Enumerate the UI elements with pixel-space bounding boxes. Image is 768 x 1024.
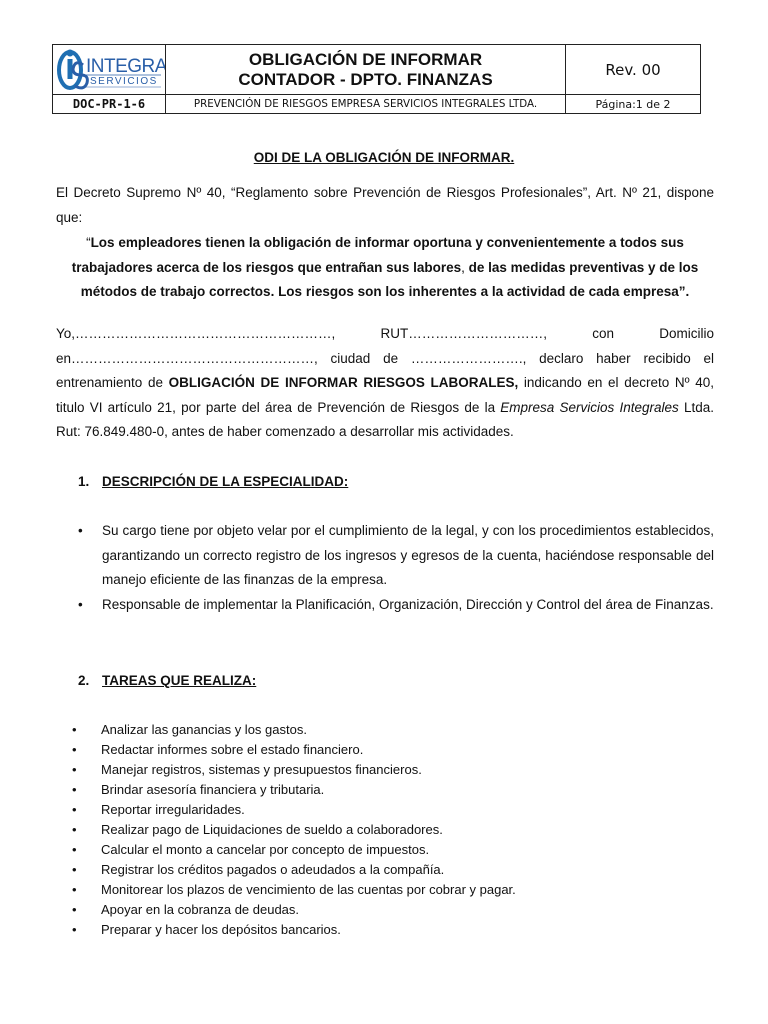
declaration-name-blank: Yo,…………………………………………………, [56,326,336,341]
list-item [72,760,712,780]
header-title-line1: OBLIGACIÓN DE INFORMAR [248,49,483,69]
list-item [72,820,712,840]
header-title [166,45,566,95]
task-item-11: Preparar y hacer los depósitos bancarios. [101,922,341,937]
bullet-icon: • [78,596,83,612]
task-item-5: Reportar irregularidades. [101,802,245,817]
task-item-8: Registrar los créditos pagados o adeudados a la compañía. [101,862,445,877]
declaration-body [56,347,714,445]
logo-subtext: SERVICIOS [90,76,158,87]
integra-logo-icon [53,45,165,94]
section1-item-1: Su cargo tiene por objeto velar por el cumplimiento de la legal, y con los procedimientos establecidos, garantizando un correcto registro de los ingresos y egresos de la cuenta, haciéndose responsable del manejo eficiente de las finanzas de la empresa. [102,523,714,587]
list-item [72,920,712,940]
document-title: ODI DE LA OBLIGACIÓN DE INFORMAR. [253,150,515,165]
declaration-paragraph [56,322,714,445]
header-subtitle: PREVENCIÓN DE RIESGOS EMPRESA SERVICIOS INTEGRALES LTDA. [166,95,566,113]
list-item [72,800,712,820]
bullet-icon: • [72,722,77,737]
section1-item-2: Responsable de implementar la Planificación, Organización, Dirección y Control del área de Finanzas. [102,596,714,612]
company-logo [53,45,166,95]
bullet-icon: • [72,802,77,817]
bullet-icon: • [78,523,83,538]
task-item-9: Monitorear los plazos de vencimiento de las cuentas por cobrar y pagar. [101,882,516,897]
declaration-first-line [56,322,714,347]
bullet-icon: • [72,862,77,877]
list-item [72,740,712,760]
revision-label: Rev. 00 [566,45,700,95]
section1-title: DESCRIPCIÓN DE LA ESPECIALIDAD: [102,474,349,489]
declaration-domicilio: Domicilio [659,326,714,341]
section2-heading [78,673,256,688]
bullet-icon: • [72,902,77,917]
list-item [78,519,714,593]
list-item [72,780,712,800]
section1-list [78,519,714,617]
quote-comma: , [461,259,465,275]
quote-part2: de las medidas preventivas y de los métodos de trabajo correctos. Los riesgos son los inherentes a la actividad de cada empresa”. [80,259,699,299]
document-header [52,44,701,114]
bullet-icon: • [72,842,77,857]
section2-number: 2. [78,673,90,688]
declaration-part1: en………………………………………………, ciudad de ……………………., declaro haber recibido el entrenamiento de [56,350,714,390]
list-item [72,880,712,900]
bullet-icon: • [72,782,77,797]
section1-number: 1. [78,474,90,489]
list-item [72,720,712,740]
page-number: Página:1 de 2 [595,97,671,111]
intro-paragraph: El Decreto Supremo Nº 40, “Reglamento sobre Prevención de Riesgos Profesionales”, Art. Nº 21, dispone que: [56,185,714,225]
bullet-icon: • [72,882,77,897]
bullet-icon: • [72,762,77,777]
header-title-line2: CONTADOR - DPTO. FINANZAS [238,69,493,89]
quote-part1: Los empleadores tienen la obligación de informar oportuna y convenientemente a todos sus trabajadores acerca de los riesgos que entrañan sus labores [71,235,684,275]
task-item-4: Brindar asesoría financiera y tributaria. [101,782,325,797]
declaration-con: con [592,326,614,341]
section1-heading [78,474,348,489]
section2-list [72,720,712,940]
law-quote [56,231,714,305]
quote-open-mark: “ [86,235,91,250]
logo-wordmark: INTEGRA [86,56,165,77]
bullet-icon: • [72,822,77,837]
list-item [72,840,712,860]
task-item-3: Manejar registros, sistemas y presupuestos financieros. [101,762,422,777]
declaration-part2: indicando en el decreto Nº 40, titulo VI artículo 21, por parte del área de Prevención de Riesgos de la [56,375,714,415]
list-item [72,900,712,920]
bullet-icon: • [72,922,77,937]
bullet-icon: • [72,742,77,757]
task-item-2: Redactar informes sobre el estado financiero. [101,742,364,757]
declaration-italic: Empresa Servicios Integrales [500,399,679,415]
section2-title: TAREAS QUE REALIZA: [102,673,257,688]
declaration-bold: OBLIGACIÓN DE INFORMAR RIESGOS LABORALES, [168,375,519,390]
document-code: DOC-PR-1-6 [53,95,166,113]
list-item [72,860,712,880]
declaration-part3: Ltda. Rut: 76.849.480-0, antes de haber comenzado a desarrollar mis actividades. [56,399,715,439]
list-item [78,593,714,618]
task-item-6: Realizar pago de Liquidaciones de sueldo a colaboradores. [101,822,443,837]
task-item-1: Analizar las ganancias y los gastos. [101,722,307,737]
task-item-7: Calcular el monto a cancelar por concepto de impuestos. [101,842,430,857]
task-item-10: Apoyar en la cobranza de deudas. [101,902,300,917]
declaration-rut-blank: RUT…………………………, [380,326,547,341]
